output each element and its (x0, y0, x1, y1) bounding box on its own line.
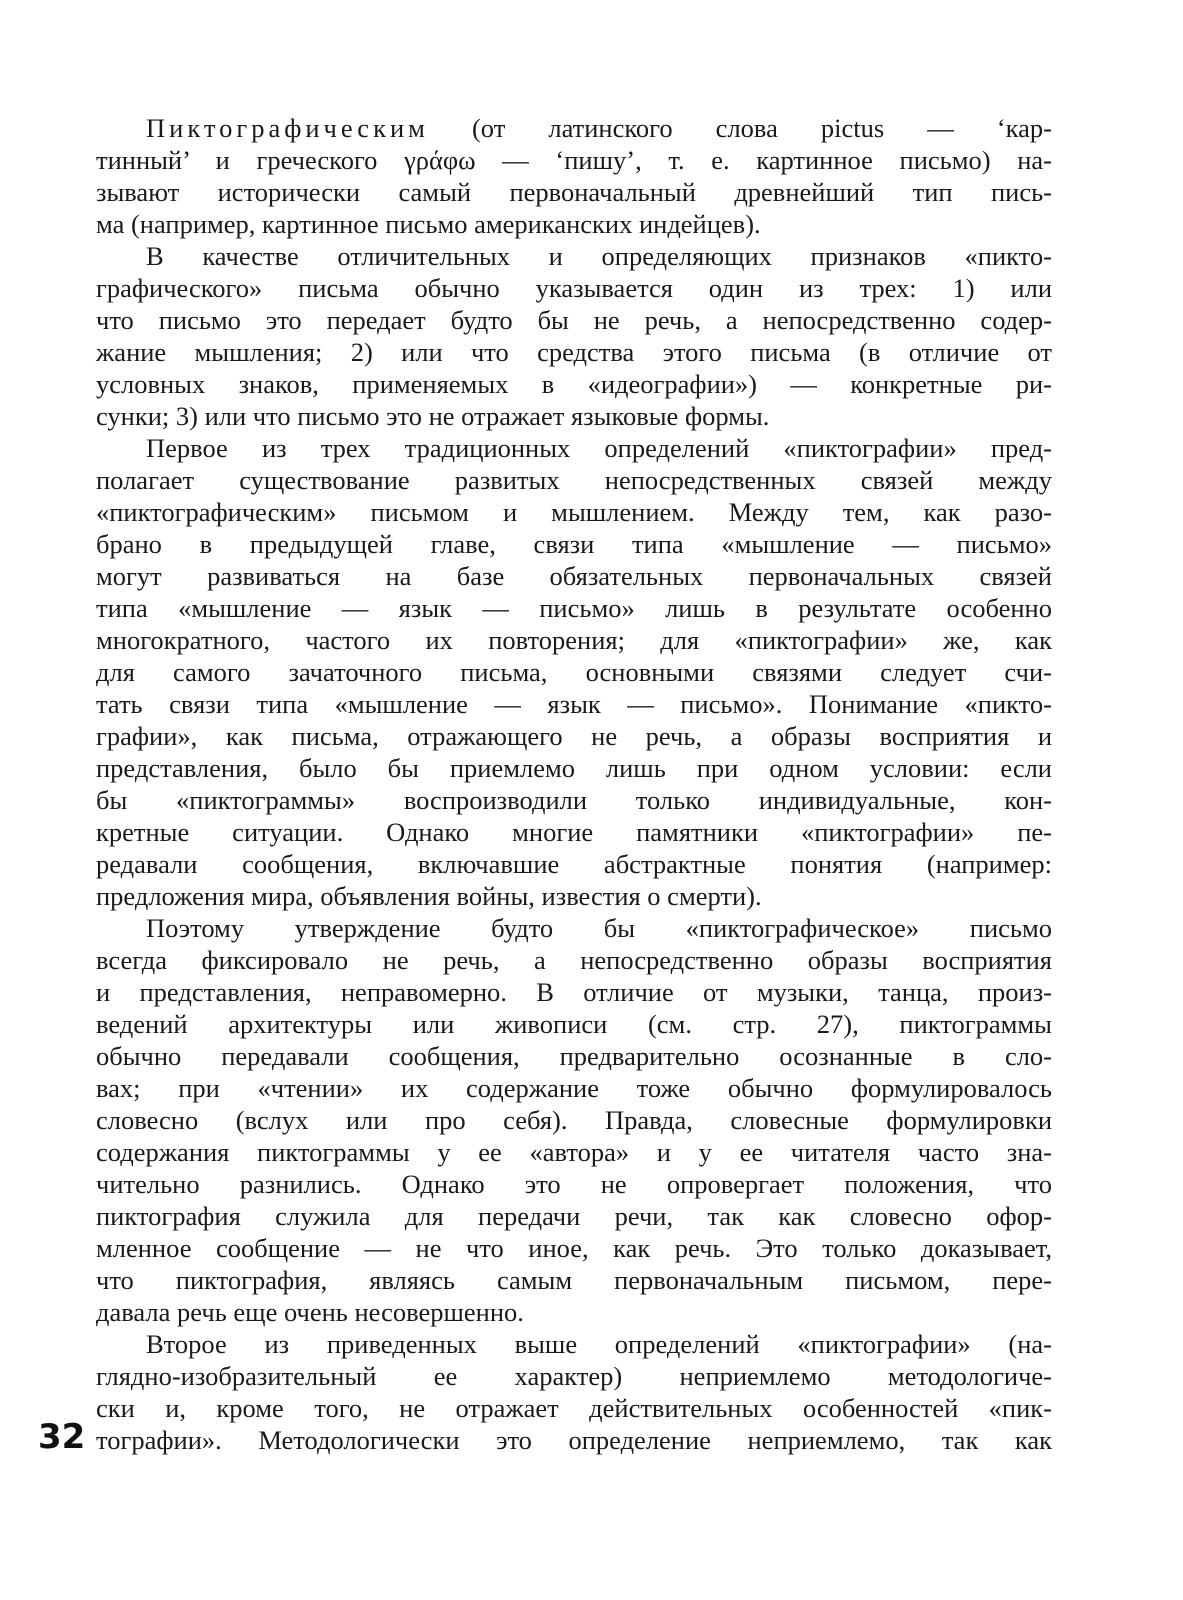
text-line: жание мышления; 2) или что средства этого письма (в отличие от (96, 337, 1052, 367)
text-line: всегда фиксировало не речь, а непосредственно образы восприятия (96, 945, 1052, 975)
text-line-rest: (от латинского слова pictus — ‘кар- (428, 113, 1052, 143)
text-line: Поэтому утверждение будто бы «пиктографическое» письмо (146, 913, 1052, 943)
text-line: словесно (вслух или про себя). Правда, словесные формулировки (96, 1105, 1052, 1135)
text-line: тать связи типа «мышление — язык — письмо». Понимание «пикто- (96, 689, 1052, 719)
text-line: В качестве отличительных и определяющих признаков «пикто- (146, 241, 1052, 271)
text-line: зывают исторически самый первоначальный древнейший тип пись- (96, 177, 1052, 207)
text-line: давала речь еще очень несовершенно. (96, 1297, 524, 1327)
text-line: вах; при «чтении» их содержание тоже обычно формулировалось (96, 1073, 1052, 1103)
text-line: ма (например, картинное письмо американских индейцев). (96, 209, 761, 239)
text-line: ски и, кроме того, не отражает действительных особенностей «пик- (96, 1393, 1052, 1423)
text-line: пиктография служила для передачи речи, так как словесно офор- (96, 1201, 1052, 1231)
text-line: графического» письма обычно указывается один из трех: 1) или (96, 273, 1052, 303)
document-page (96, 112, 1052, 1456)
text-line: бы «пиктограммы» воспроизводили только индивидуальные, кон- (96, 785, 1052, 815)
text-line: что письмо это передает будто бы не речь, а непосредственно содер- (96, 305, 1052, 335)
text-line: ведений архитектуры или живописи (см. стр. 27), пиктограммы (96, 1009, 1052, 1039)
text-line: предложения мира, объявления войны, известия о смерти). (96, 881, 762, 911)
text-line: брано в предыдущей главе, связи типа «мышление — письмо» (96, 529, 1052, 559)
paragraph (96, 240, 1052, 432)
page-number: 32 (38, 1417, 86, 1457)
text-line: и представления, неправомерно. В отличие от музыки, танца, произ- (96, 977, 1052, 1007)
text-line: Первое из трех традиционных определений «пиктографии» пред- (146, 433, 1052, 463)
text-line: глядно-изобразительный ее характер) неприемлемо методологиче- (96, 1361, 1052, 1391)
text-line: Второе из приведенных выше определений «пиктографии» (на- (146, 1329, 1052, 1359)
text-line: сунки; 3) или что письмо это не отражает языковые формы. (96, 401, 770, 431)
text-line: содержания пиктограммы у ее «автора» и у ее читателя часто зна- (96, 1137, 1052, 1167)
text-line: тографии». Методологически это определение неприемлемо, так как (96, 1425, 1052, 1455)
paragraph (96, 912, 1052, 1328)
text-line: мленное сообщение — не что иное, как речь. Это только доказывает, (96, 1233, 1052, 1263)
text-line: что пиктография, являясь самым первоначальным письмом, пере- (96, 1265, 1052, 1295)
text-line: «пиктографическим» письмом и мышлением. Между тем, как разо- (96, 497, 1052, 527)
text-line: графии», как письма, отражающего не речь, а образы восприятия и (96, 721, 1052, 751)
text-line (96, 112, 1052, 144)
text-line: для самого зачаточного письма, основными связями следует счи- (96, 657, 1052, 687)
paragraph (96, 1328, 1052, 1456)
text-line: чительно разнились. Однако это не опровергает положения, что (96, 1169, 1052, 1199)
text-line: редавали сообщения, включавшие абстрактные понятия (например: (96, 849, 1052, 879)
text-line: многократного, частого их повторения; для «пиктографии» же, как (96, 625, 1052, 655)
text-line: обычно передавали сообщения, предварительно осознанные в сло- (96, 1041, 1052, 1071)
paragraph (96, 432, 1052, 912)
paragraph (96, 112, 1052, 240)
text-line: типа «мышление — язык — письмо» лишь в результате особенно (96, 593, 1052, 623)
text-line: представления, было бы приемлемо лишь при одном условии: если (96, 753, 1052, 783)
text-line: полагает существование развитых непосредственных связей между (96, 465, 1052, 495)
text-line: тинный’ и греческого γράφω — ‘пишу’, т. е. картинное письмо) на- (96, 145, 1052, 175)
text-line: могут развиваться на базе обязательных первоначальных связей (96, 561, 1052, 591)
text-line: условных знаков, применяемых в «идеографии») — конкретные ри- (96, 369, 1052, 399)
spaced-term: Пиктографическим (146, 113, 429, 143)
text-line: кретные ситуации. Однако многие памятники «пиктографии» пе- (96, 817, 1052, 847)
